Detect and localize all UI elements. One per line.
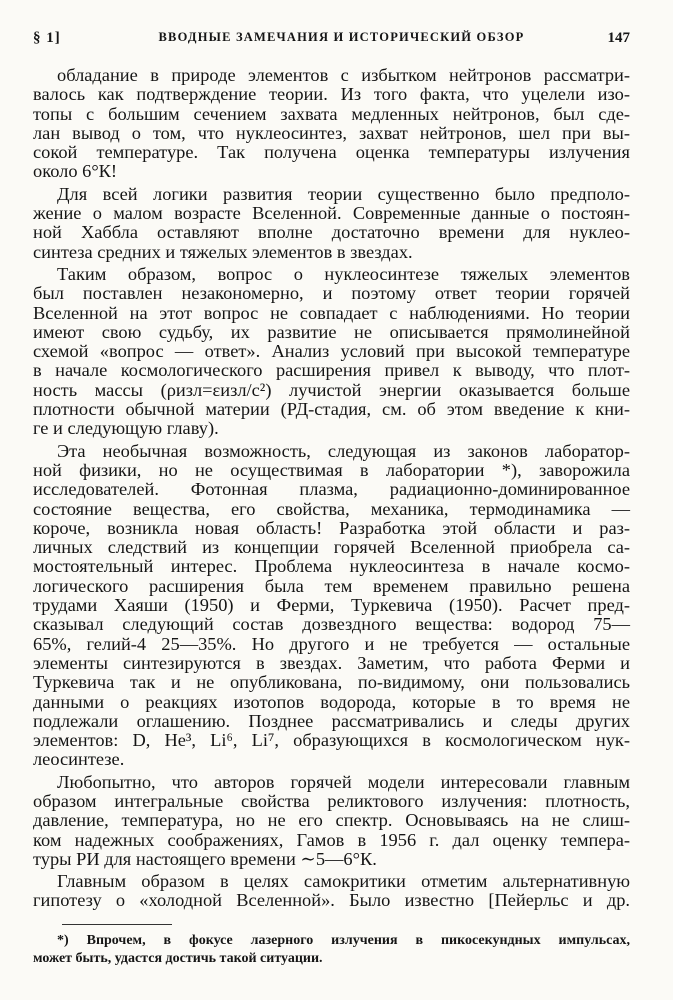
text-line: туры РИ для настоящего времени ∼5—6°К. <box>33 848 377 869</box>
text-line: ность массы (ρизл=εизл/c²) лучистой энергии оказывается больше <box>33 379 630 400</box>
footnote <box>33 932 630 968</box>
text-line: схемой «вопрос — ответ». Анализ условий при высокой температуре <box>33 341 630 362</box>
page-number: 147 <box>607 30 630 46</box>
text-line: Эта необычная возможность, следующая из законов лаборатор- <box>57 440 630 461</box>
text-line: обладание в природе элементов с избытком нейтронов рассматри- <box>57 65 630 85</box>
text-line: исследователей. Фотонная плазма, радиационно-доминированное <box>33 479 630 500</box>
footnote-rule <box>62 924 172 925</box>
footnote-line: может быть, удастся достичь такой ситуации. <box>33 951 323 966</box>
paragraph <box>33 185 630 262</box>
paragraph <box>33 265 630 439</box>
text-line: короче, возникла новая область! Разработка этой области и раз- <box>33 517 630 538</box>
text-line: леосинтезе. <box>33 749 125 770</box>
text-line: сказывал следующий состав дозвездного вещества: водород 75— <box>33 614 630 635</box>
text-line: имеют свою судьбу, их развитие не описывается прямолинейной <box>33 321 630 342</box>
text-line: подлежали оглашению. Позднее рассматривались и следы других <box>33 710 630 731</box>
paragraph <box>33 442 630 770</box>
text-line: плотности обычной материи (РД-стадия, см. об этом введение к кни- <box>33 399 630 420</box>
body-text <box>33 66 630 914</box>
text-line: ком надежных соображениях, Гамов в 1956 г. дал оценку темпера- <box>33 829 630 850</box>
text-line: жение о малом возрасте Вселенной. Современные данные о постоян- <box>33 203 630 224</box>
text-line: Любопытно, что авторов горячей модели интересовали главным <box>57 771 630 792</box>
text-line: ной Хаббла оставляют вполне достаточно времени для нуклео- <box>33 222 630 243</box>
section-marker: § 1] <box>33 30 61 46</box>
chapter-title: ВВОДНЫЕ ЗАМЕЧАНИЯ И ИСТОРИЧЕСКИЙ ОБЗОР <box>158 30 525 44</box>
text-line: личных следствий из концепции горячей Вселенной приобрела са- <box>33 537 630 558</box>
text-line: состояние вещества, его свойства, механика, термодинамика — <box>33 498 630 519</box>
text-line: ной физики, но не осуществимая в лаборатории *), заворожила <box>33 459 630 480</box>
text-line: синтеза средних и тяжелых элементов в звездах. <box>33 241 413 262</box>
text-line: Вселенной на этот вопрос не совпадает с наблюдениями. Но теории <box>33 302 630 323</box>
text-line: Туркевича так и не опубликована, по-видимому, они пользовались <box>33 672 630 693</box>
text-line: Главным образом в целях самокритики отметим альтернативную <box>57 871 630 892</box>
text-line: давление, температура, но не его спектр. Основываясь на не слиш- <box>33 810 630 831</box>
text-line: лан вывод о том, что нуклеосинтез, захват нейтронов, шел при вы- <box>33 122 630 143</box>
text-line: данными о реакциях изотопов водорода, которые в то время не <box>33 691 630 712</box>
text-line: Таким образом, вопрос о нуклеосинтезе тяжелых элементов <box>57 263 630 284</box>
text-line: мостоятельный интерес. Проблема нуклеосинтеза в начале космо- <box>33 556 630 577</box>
paragraph <box>33 773 630 869</box>
text-line: ге и следующую главу). <box>33 418 219 439</box>
footnote-line: *) Впрочем, в фокусе лазерного излучения в пикосекундных импульсах, <box>57 933 630 948</box>
running-header <box>33 30 630 52</box>
text-line: около 6°К! <box>33 161 118 182</box>
text-line: 65%, гелий-4 25—35%. Но другого и не требуется — остальные <box>33 633 630 654</box>
text-line: гипотезу о «холодной Вселенной». Было известно [Пейерльс и др. <box>33 890 630 911</box>
text-line: Для всей логики развития теории существенно было предполо- <box>57 183 630 204</box>
text-line: топы с большим сечением захвата медленных нейтронов, был сде- <box>33 103 630 124</box>
paragraph <box>33 66 630 182</box>
text-line: в начале космологического расширения привел к выводу, что плот- <box>33 360 630 381</box>
text-line: элементов: D, He³, Li⁶, Li⁷, образующихся в космологическом нук- <box>33 730 630 751</box>
text-line: образом интегральные свойства реликтового излучения: плотность, <box>33 790 630 811</box>
text-line: был поставлен незакономерно, и поэтому ответ теории горячей <box>33 283 630 304</box>
text-line: валось как подтверждение теории. Из того факта, что уцелели изо- <box>33 84 630 105</box>
paragraph <box>33 872 630 911</box>
text-line: логического расширения была тем временем правильно решена <box>33 575 630 596</box>
text-line: трудами Хаяши (1950) и Ферми, Туркевича (1950). Расчет пред- <box>33 595 630 616</box>
text-line: сокой температуре. Так получена оценка температуры излучения <box>33 142 630 163</box>
text-line: элементы синтезируются в звездах. Заметим, что работа Ферми и <box>33 652 630 673</box>
